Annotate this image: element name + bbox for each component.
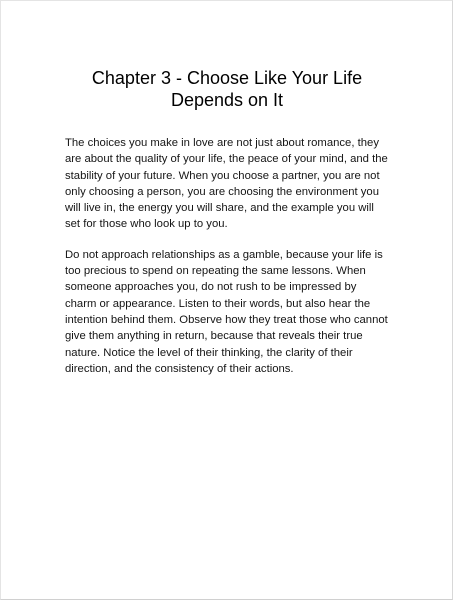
paragraph-2: Do not approach relationships as a gamble, because your life is too precious to spend on repeating the same lessons. When someone approaches you, do not rush to be impressed by charm or appearance. Listen to their words, but also hear the intention behind them. Observe how they treat those who cannot give them anything in return, because that reveals their true nature. Notice the level of their thinking, the clarity of their direction, and the consistency of their actions. xyxy=(65,248,388,375)
paragraph-1: The choices you make in love are not just about romance, they are about the quality of your life, the peace of your mind, and the stability of your future. When you choose a partner, you are not only choosing a person, you are choosing the environment you will live in, the energy you will share, and the example you will set for those who look up to you. xyxy=(65,137,388,231)
document-page xyxy=(65,67,389,391)
chapter-title: Chapter 3 - Choose Like Your Life Depends on It xyxy=(91,68,363,110)
